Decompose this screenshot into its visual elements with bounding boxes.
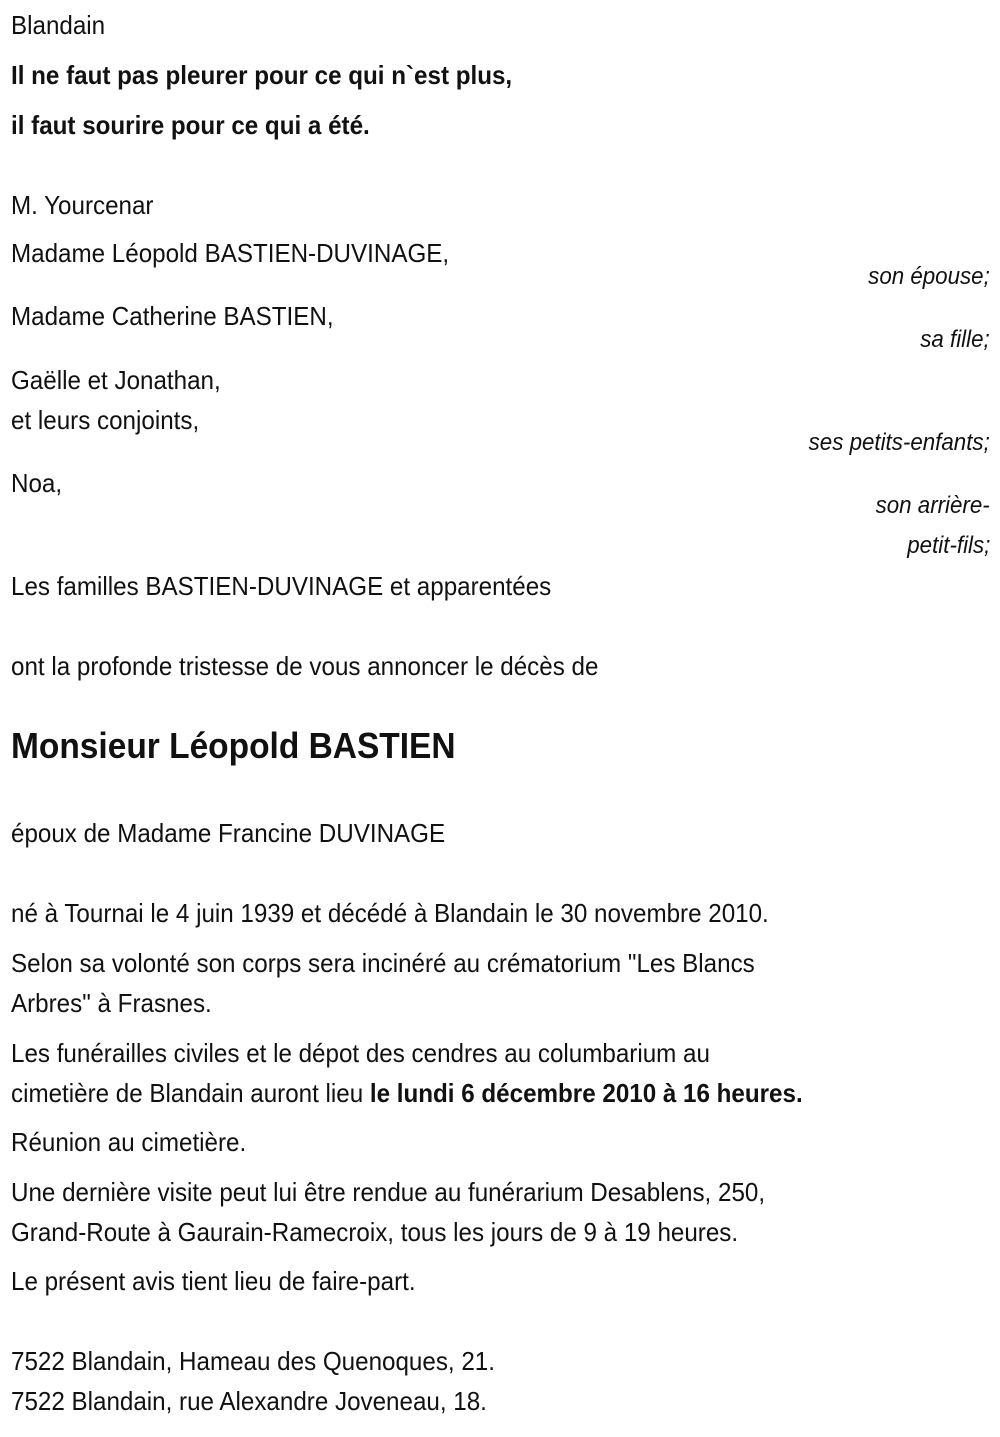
cremation-line-2: Arbres" à Frasnes. — [11, 988, 212, 1018]
visit-line-2: Grand-Route à Gaurain-Ramecroix, tous les jours de 9 à 19 heures. — [11, 1217, 739, 1247]
quote-line-2: il faut sourire pour ce qui a été. — [11, 110, 370, 140]
funeral-date: le lundi 6 décembre 2010 à 16 heures. — [369, 1078, 803, 1108]
funeral-line-1: Les funérailles civiles et le dépot des cendres au columbarium au — [11, 1038, 710, 1068]
relation-great-grandson-2: petit-fils; — [906, 532, 990, 559]
deceased-name: Monsieur Léopold BASTIEN — [11, 725, 456, 766]
notice: Le présent avis tient lieu de faire-part. — [11, 1266, 416, 1296]
relation-grandchildren: ses petits-enfants; — [808, 429, 990, 456]
family-member-grandchildren: Gaëlle et Jonathan, — [11, 365, 221, 395]
birth-death: né à Tournai le 4 juin 1939 et décédé à Blandain le 30 novembre 2010. — [11, 898, 769, 928]
meeting: Réunion au cimetière. — [11, 1127, 247, 1157]
relation-spouse: son épouse; — [868, 263, 990, 290]
spouse-line: époux de Madame Francine DUVINAGE — [11, 818, 446, 848]
family-member-spouse: Madame Léopold BASTIEN-DUVINAGE, — [11, 238, 450, 268]
quote-author: M. Yourcenar — [11, 190, 154, 220]
address-2: 7522 Blandain, rue Alexandre Joveneau, 18. — [11, 1386, 487, 1416]
funeral-prefix: cimetière de Blandain auront lieu — [11, 1078, 370, 1108]
address-1: 7522 Blandain, Hameau des Quenoques, 21. — [11, 1346, 495, 1376]
visit-line-1: Une dernière visite peut lui être rendue au funérarium Desablens, 250, — [11, 1177, 766, 1207]
relation-great-grandson-1: son arrière- — [875, 492, 990, 519]
location: Blandain — [11, 10, 106, 40]
funeral-line-2 — [11, 1078, 803, 1108]
cremation-line-1: Selon sa volonté son corps sera incinéré au crématorium "Les Blancs — [11, 948, 755, 978]
families-line: Les familles BASTIEN-DUVINAGE et apparentées — [11, 571, 552, 601]
quote-line-1: Il ne faut pas pleurer pour ce qui n`est plus, — [11, 60, 513, 90]
family-member-grandchildren-spouses: et leurs conjoints, — [11, 405, 200, 435]
announcement: ont la profonde tristesse de vous annoncer le décès de — [11, 651, 599, 681]
family-member-daughter: Madame Catherine BASTIEN, — [11, 301, 334, 331]
relation-daughter: sa fille; — [920, 326, 990, 353]
family-member-great-grandson: Noa, — [11, 468, 63, 498]
